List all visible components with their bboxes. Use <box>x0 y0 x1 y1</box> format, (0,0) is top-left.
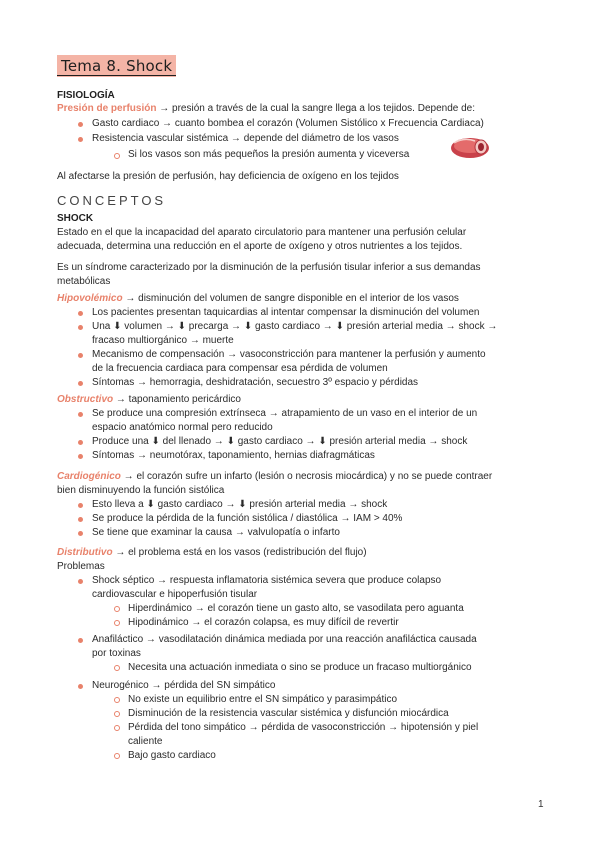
bullet-icon <box>78 638 83 643</box>
sub-bullet-icon <box>114 697 120 703</box>
bullet-icon <box>78 122 83 127</box>
obstructivo-def: → taponamiento pericárdico <box>113 394 241 405</box>
neuro-s4: Bajo gasto cardiaco <box>128 750 216 761</box>
fisiologia-note: Al afectarse la presión de perfusión, hay deficiencia de oxígeno en los tejidos <box>57 171 399 182</box>
neuro-s1: No existe un equilibrio entre el SN simpático y parasimpático <box>128 694 398 705</box>
neuro-s3-l1: Pérdida del tono simpático → pérdida de vasoconstricción → hipotensión y piel <box>128 722 479 733</box>
hipovolemico-b4: Síntomas → hemorragia, deshidratación, secuestro 3º espacio y pérdidas <box>92 377 419 388</box>
sub-bullet-icon <box>114 753 120 759</box>
bullet-icon <box>78 137 83 142</box>
bullet-icon <box>78 440 83 445</box>
bullet-icon <box>78 412 83 417</box>
shock-p1-l2: adecuada, determina una reducción en el aporte de oxígeno y otros nutrientes a los tejidos. <box>57 241 463 252</box>
anaf-s1: Necesita una actuación inmediata o sino se produce un fracaso multiorgánico <box>128 662 472 673</box>
obstructivo-b1-l1: Se produce una compresión extrínseca → atrapamiento de un vaso en el interior de un <box>92 408 478 419</box>
bullet-icon <box>78 325 83 330</box>
neuro-s3-l2: caliente <box>128 736 163 747</box>
anaf-l2: por toxinas <box>92 648 141 659</box>
sub-bullet-icon <box>114 153 120 159</box>
cardiogenico-b3: Se tiene que examinar la causa → valvulopatía o infarto <box>92 527 340 538</box>
hipovolemico-line <box>57 292 459 305</box>
neuro: Neurogénico → pérdida del SN simpático <box>92 680 276 691</box>
distributivo-line <box>57 546 367 559</box>
bullet-icon <box>78 531 83 536</box>
distributivo-problemas: Problemas <box>57 561 105 572</box>
cardiogenico-line <box>57 470 492 483</box>
neuro-s2: Disminución de la resistencia vascular sistémica y disfunción miocárdica <box>128 708 449 719</box>
obstructivo-b3: Síntomas → neumotórax, taponamiento, hernias diafragmáticas <box>92 450 375 461</box>
bullet-icon <box>78 454 83 459</box>
septico-s2: Hipodinámico → el corazón colapsa, es muy difícil de revertir <box>128 617 399 628</box>
hipovolemico-def: → disminución del volumen de sangre disponible en el interior de los vasos <box>122 293 459 304</box>
bullet-icon <box>78 353 83 358</box>
obstructivo-line <box>57 393 241 406</box>
sub-bullet-icon <box>114 606 120 612</box>
septico-l2: cardiovascular e hipoperfusión tisular <box>92 589 258 600</box>
bullet-icon <box>78 517 83 522</box>
shock-p2-l1: Es un síndrome caracterizado por la disminución de la perfusión tisular inferior a sus demandas <box>57 262 481 273</box>
sub-bullet-icon <box>114 665 120 671</box>
obstructivo-term: Obstructivo <box>57 394 114 405</box>
cardiogenico-b2: Se produce la pérdida de la función sistólica / diastólica → IAM > 40% <box>92 513 403 524</box>
bullet-icon <box>78 579 83 584</box>
blood-vessel-illustration <box>449 133 491 161</box>
distributivo-def: → el problema está en los vasos (redistribución del flujo) <box>112 547 367 558</box>
perfusion-line <box>57 102 475 115</box>
septico-s1: Hiperdinámico → el corazón tiene un gasto alto, se vasodilata pero aguanta <box>128 603 464 614</box>
bullet-icon <box>78 503 83 508</box>
obstructivo-b1-l2: espacio anatómico normal pero reducido <box>92 422 273 433</box>
page-number: 1 <box>538 799 544 810</box>
fisiologia-b2: Resistencia vascular sistémica → depende del diámetro de los vasos <box>92 133 399 144</box>
page-title: Tema 8. Shock <box>57 55 176 77</box>
distributivo-term: Distributivo <box>57 547 113 558</box>
shock-p1-l1: Estado en el que la incapacidad del aparato circulatorio para mantener una perfusión celular <box>57 227 467 238</box>
bullet-icon <box>78 684 83 689</box>
shock-p2-l2: metabólicas <box>57 276 111 287</box>
hipovolemico-term: Hipovolémico <box>57 293 123 304</box>
hipovolemico-b1: Los pacientes presentan taquicardias al intentar compensar la disminución del volumen <box>92 307 480 318</box>
septico-l1: Shock séptico → respuesta inflamatoria sistémica severa que produce colapso <box>92 575 442 586</box>
perfusion-term: Presión de perfusión <box>57 103 157 114</box>
fisiologia-b1: Gasto cardiaco → cuanto bombea el corazón (Volumen Sistólico x Frecuencia Cardiaca) <box>92 118 484 129</box>
cardiogenico-b1: Esto lleva a ⬇ gasto cardiaco → ⬇ presión arterial media → shock <box>92 499 388 510</box>
hipovolemico-b3-l1: Mecanismo de compensación → vasoconstricción para mantener la perfusión y aumento <box>92 349 486 360</box>
fisiologia-b2-sub: Si los vasos son más pequeños la presión aumenta y viceversa <box>128 149 410 160</box>
cardiogenico-def-l2: bien disminuyendo la función sistólica <box>57 485 225 496</box>
hipovolemico-b2-l1: Una ⬇ volumen → ⬇ precarga → ⬇ gasto cardiaco → ⬇ presión arterial media → shock → <box>92 321 498 332</box>
conceptos-heading: CONCEPTOS <box>57 193 167 208</box>
anaf-l1: Anafiláctico → vasodilatación dinámica mediada por una reacción anafiláctica causada <box>92 634 477 645</box>
shock-heading: SHOCK <box>57 213 94 224</box>
cardiogenico-def-l1: → el corazón sufre un infarto (lesión o necrosis miocárdica) y no se puede contraer <box>120 471 493 482</box>
bullet-icon <box>78 381 83 386</box>
bullet-icon <box>78 311 83 316</box>
sub-bullet-icon <box>114 725 120 731</box>
cardiogenico-term: Cardiogénico <box>57 471 121 482</box>
sub-bullet-icon <box>114 620 120 626</box>
fisiologia-heading: FISIOLOGÍA <box>57 90 115 101</box>
hipovolemico-b2-l2: fracaso multiorgánico → muerte <box>92 335 234 346</box>
perfusion-def: → presión a través de la cual la sangre llega a los tejidos. Depende de: <box>156 103 475 114</box>
hipovolemico-b3-l2: de la frecuencia cardiaca para compensar esa pérdida de volumen <box>92 363 388 374</box>
sub-bullet-icon <box>114 711 120 717</box>
obstructivo-b2: Produce una ⬇ del llenado → ⬇ gasto cardiaco → ⬇ presión arterial media → shock <box>92 436 468 447</box>
